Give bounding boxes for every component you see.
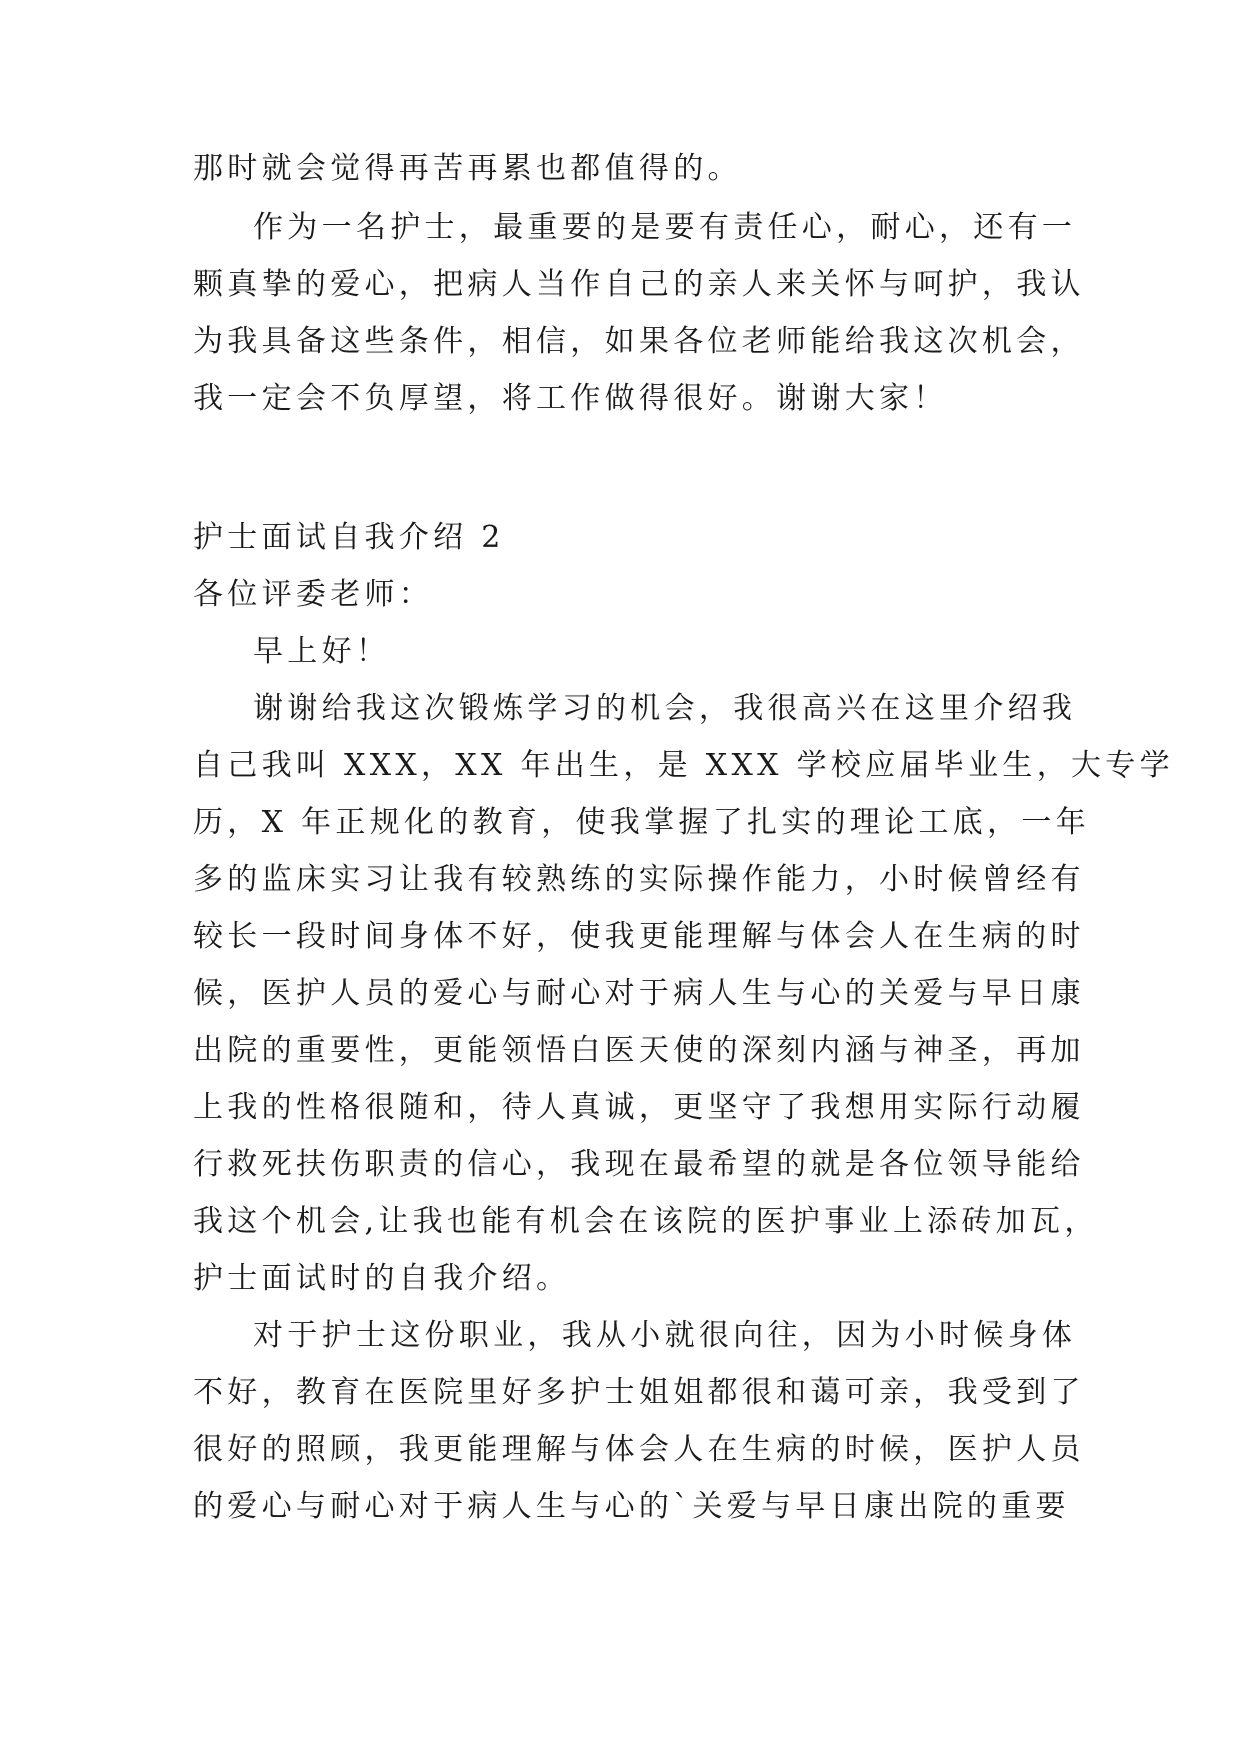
text-line: 行救死扶伤职责的信心，我现在最希望的就是各位领导能给 bbox=[193, 1147, 1085, 1182]
text-line: 多的监床实习让我有较熟练的实际操作能力，小时候曾经有 bbox=[193, 862, 1085, 897]
text-line: 历，X 年正规化的教育，使我掌握了扎实的理论工底，一年 bbox=[193, 805, 1090, 840]
text-line: 自己我叫 XXX，XX 年出生，是 XXX 学校应届毕业生，大专学 bbox=[193, 748, 1174, 783]
text-line: 我一定会不负厚望，将工作做得很好。谢谢大家！ bbox=[193, 381, 948, 416]
text-line: 护士面试时的自我介绍。 bbox=[193, 1261, 571, 1296]
text-line: 为我具备这些条件，相信，如果各位老师能给我这次机会， bbox=[193, 324, 1085, 359]
text-line: 不好，教育在医院里好多护士姐姐都很和蔼可亲，我受到了 bbox=[193, 1375, 1085, 1410]
text-line: 颗真挚的爱心，把病人当作自己的亲人来关怀与呵护，我认 bbox=[193, 267, 1085, 302]
salutation: 各位评委老师： bbox=[193, 577, 434, 612]
text-line: 上我的性格很随和，待人真诚，更坚守了我想用实际行动履 bbox=[193, 1090, 1085, 1125]
text-line: 谢谢给我这次锻炼学习的机会，我很高兴在这里介绍我 bbox=[253, 691, 1077, 726]
text-line: 很好的照顾，我更能理解与体会人在生病的时候，医护人员 bbox=[193, 1432, 1085, 1467]
greeting: 早上好！ bbox=[253, 634, 391, 669]
text-line: 的爱心与耐心对于病人生与心的`关爱与早日康出院的重要 bbox=[193, 1489, 1070, 1524]
text-line: 对于护士这份职业，我从小就很向往，因为小时候身体 bbox=[253, 1318, 1077, 1353]
text-line: 出院的重要性，更能领悟白医天使的深刻内涵与神圣，再加 bbox=[193, 1033, 1085, 1068]
text-line: 候，医护人员的爱心与耐心对于病人生与心的关爱与早日康 bbox=[193, 976, 1085, 1011]
text-line: 较长一段时间身体不好，使我更能理解与体会人在生病的时 bbox=[193, 919, 1085, 954]
text-line: 我这个机会,让我也能有机会在该院的医护事业上添砖加瓦， bbox=[193, 1204, 1099, 1239]
text-line: 那时就会觉得再苦再累也都值得的。 bbox=[193, 151, 742, 186]
section-title: 护士面试自我介绍 2 bbox=[193, 520, 505, 555]
text-line: 作为一名护士，最重要的是要有责任心，耐心，还有一 bbox=[253, 210, 1077, 245]
